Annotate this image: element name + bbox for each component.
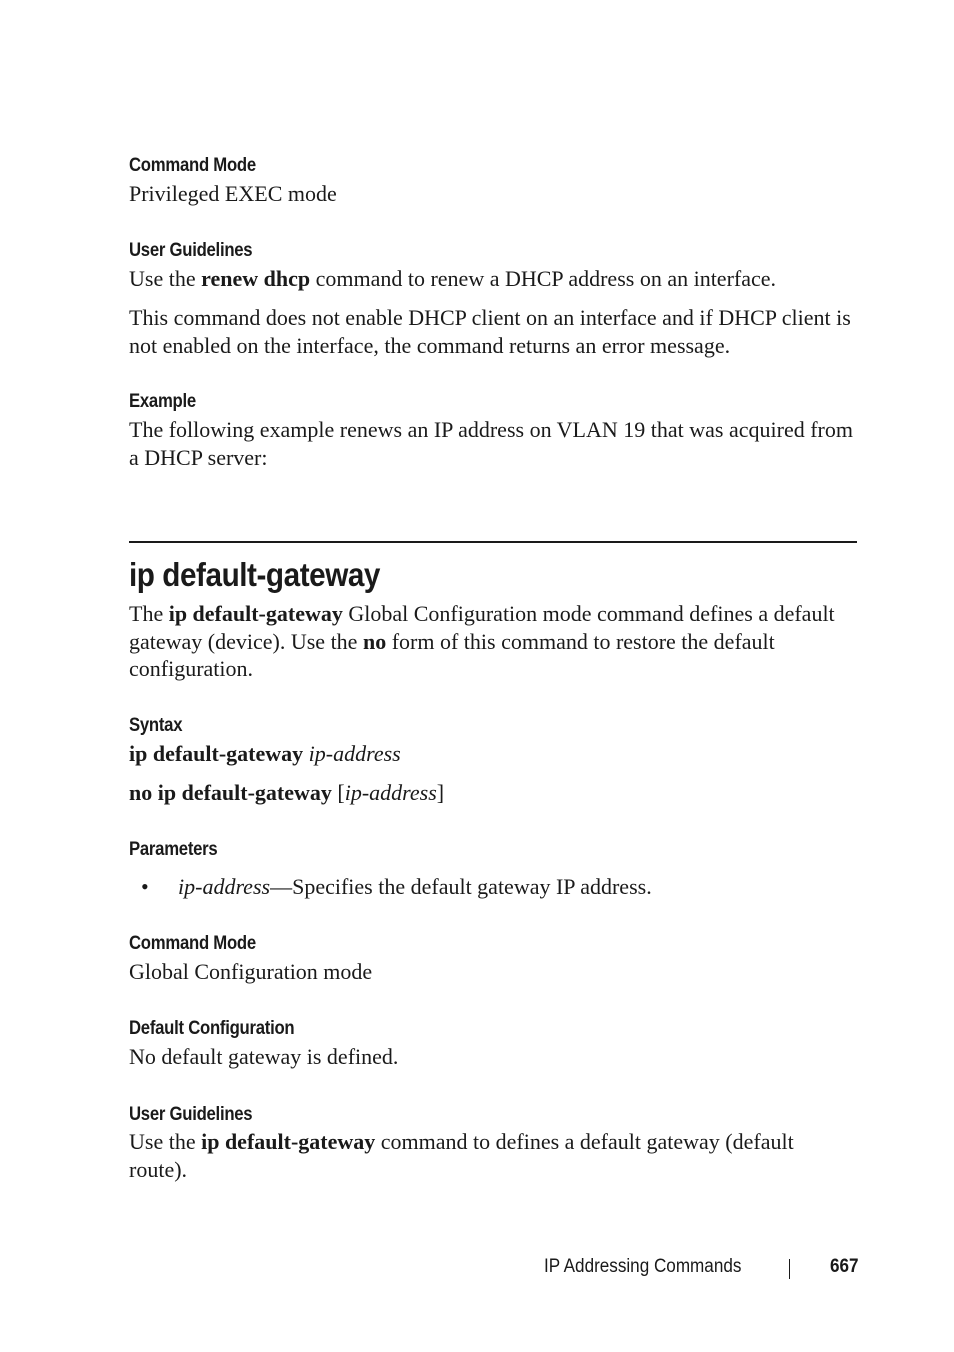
footer-section-name: IP Addressing Commands [544,1256,742,1277]
bracket: ] [436,780,445,805]
command-keyword: ip default-gateway [201,1129,376,1154]
text-run: command to defines a default gateway (default route). [129,1129,794,1182]
syntax-line-2 [129,779,857,807]
command-mode-heading: Command Mode [129,155,256,176]
command-keyword: ip default-gateway [168,601,343,626]
default-configuration-heading: Default Configuration [129,1018,295,1039]
command-keyword: renew dhcp [201,266,311,291]
text-run: form of this command to restore the default configuration. [129,628,775,681]
user-guidelines-text-2 [129,1128,857,1183]
example-heading: Example [129,391,196,412]
no-keyword: no [362,628,387,654]
example-text: The following example renews an IP address on VLAN 19 that was acquired from a DHCP server: [129,417,853,470]
footer-separator [789,1259,790,1279]
text-run: The [129,601,169,626]
intro-paragraph [129,600,857,683]
parameter-item [178,873,857,901]
syntax-line-1 [129,740,857,768]
text-run: Global Configuration mode command defines a default gateway (device). Use the [129,601,835,654]
text-run: Use the [129,1129,202,1154]
user-guidelines-heading: User Guidelines [129,240,253,261]
default-configuration-text: No default gateway is defined. [129,1044,399,1069]
command-mode-text-2: Global Configuration mode [129,959,373,984]
user-guidelines-heading-2: User Guidelines [129,1104,253,1125]
section-title: ip default-gateway [129,556,381,593]
text-run: command to renew a DHCP address on an interface. [310,266,777,291]
syntax-heading: Syntax [129,715,183,736]
command-keyword: ip default-gateway [129,741,304,766]
page-number: 667 [830,1256,859,1277]
user-guidelines-paragraph-2: This command does not enable DHCP client on an interface and if DHCP client is not enabled on the interface, the command returns an error message. [129,305,851,358]
argument: ip-address [344,780,437,805]
argument: ip-address [308,741,401,766]
command-mode-heading-2: Command Mode [129,933,256,954]
bracket: [ [331,780,345,805]
parameters-heading: Parameters [129,839,218,860]
command-keyword: no ip default-gateway [129,780,332,805]
parameter-name: ip-address [178,874,271,899]
section-divider [129,541,857,543]
bullet-icon: • [141,874,149,899]
text-run: Use the [129,266,202,291]
user-guidelines-paragraph-1 [129,265,857,293]
parameter-description: —Specifies the default gateway IP address. [270,874,652,899]
command-mode-text: Privileged EXEC mode [129,181,337,206]
